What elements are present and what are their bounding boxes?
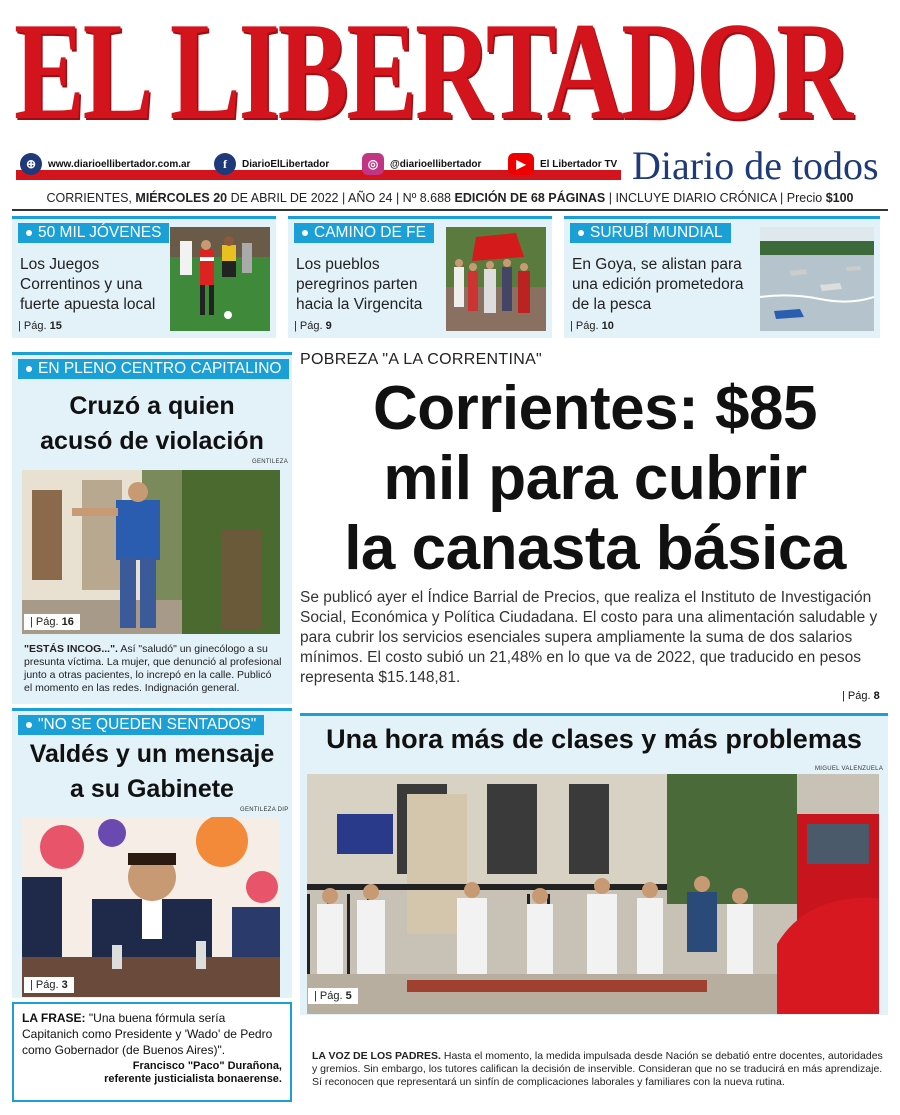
story-tag-text: EN PLENO CENTRO CAPITALINO bbox=[38, 360, 282, 377]
page-number: 9 bbox=[325, 320, 332, 332]
page-number: 3 bbox=[61, 979, 68, 991]
facebook-link[interactable] bbox=[214, 153, 329, 175]
dateline bbox=[0, 191, 900, 205]
dateline-day: MIÉRCOLES 20 bbox=[135, 191, 228, 205]
dateline-edition: EDICIÓN DE 68 PÁGINAS bbox=[454, 191, 606, 205]
instagram-link[interactable] bbox=[362, 153, 481, 175]
story-tag-text: "NO SE QUEDEN SENTADOS" bbox=[38, 716, 257, 733]
photo-credit: GENTILEZA DIP bbox=[240, 807, 289, 813]
youtube-text: El Libertador TV bbox=[540, 158, 618, 170]
story-page bbox=[24, 614, 80, 630]
slogan: Diario de todos bbox=[632, 143, 879, 188]
page-label: | Pág. bbox=[294, 320, 323, 332]
story-headline-line1[interactable]: Cruzó a quien bbox=[69, 392, 235, 420]
story-tag bbox=[18, 359, 289, 379]
doctor-street-photo[interactable] bbox=[22, 470, 280, 634]
page-label: | Pág. bbox=[30, 616, 59, 628]
instagram-text: @diarioellibertador bbox=[390, 158, 482, 170]
dateline-price: $100 bbox=[825, 191, 854, 205]
main-headline[interactable] bbox=[300, 374, 890, 584]
caption-lead: "ESTÁS INCOG...". bbox=[24, 643, 118, 655]
page-number: 15 bbox=[49, 320, 62, 332]
bullet-icon bbox=[578, 230, 584, 236]
story-cruzo bbox=[12, 352, 292, 704]
frase-role: referente justicialista bonaerense. bbox=[104, 1073, 282, 1085]
story-headline-line1[interactable]: Valdés y un mensaje bbox=[29, 740, 275, 768]
divider bbox=[12, 209, 888, 211]
dateline-city: CORRIENTES, bbox=[46, 191, 132, 205]
story-headline-line2[interactable]: acusó de violación bbox=[40, 427, 264, 455]
website-link[interactable] bbox=[20, 153, 190, 175]
teaser-page bbox=[570, 320, 614, 332]
page-number: 16 bbox=[61, 616, 74, 628]
story-headline-line2[interactable]: a su Gabinete bbox=[70, 775, 234, 803]
page-number: 5 bbox=[345, 990, 352, 1002]
frase-label: LA FRASE: bbox=[22, 1011, 86, 1025]
pilgrims-photo[interactable] bbox=[446, 227, 546, 331]
teaser-tag bbox=[570, 223, 731, 243]
page-number: 10 bbox=[601, 320, 614, 332]
main-headline-line2: mil para cubrir bbox=[383, 444, 807, 513]
photo-credit: GENTILEZA bbox=[252, 459, 289, 465]
newspaper-logo[interactable]: EL LIBERTADOR bbox=[14, 0, 851, 149]
bullet-icon bbox=[302, 230, 308, 236]
caption-lead: LA VOZ DE LOS PADRES. bbox=[312, 1050, 441, 1062]
teaser-tag bbox=[18, 223, 169, 243]
story-page bbox=[308, 988, 358, 1004]
globe-icon: ⊕ bbox=[20, 153, 42, 175]
frase-author: Francisco "Paco" Durañona, bbox=[132, 1060, 282, 1072]
main-kicker: POBREZA "A LA CORRENTINA" bbox=[300, 351, 543, 368]
valdes-photo[interactable] bbox=[22, 817, 280, 997]
website-text: www.diarioellibertador.com.ar bbox=[48, 158, 191, 170]
frase-quote bbox=[22, 1010, 282, 1058]
bullet-icon bbox=[26, 230, 32, 236]
page-label: | Pág. bbox=[842, 690, 871, 702]
page-label: | Pág. bbox=[314, 990, 343, 1002]
facebook-text: DiarioElLibertador bbox=[242, 158, 330, 170]
caption-text: Hasta el momento, la medida impulsada desde Nación se debatió entre docentes, autoridades y gremios. Sin embargo, los tutores califican la decisión de inservible. Consideran que no se traducirá en más aprendizaje. Sí reconocen que representará un sinfín de complicaciones laborales y familiares con la nueva rutina. bbox=[312, 1050, 883, 1088]
page-label: | Pág. bbox=[30, 979, 59, 991]
teaser-tag-text: CAMINO DE FE bbox=[314, 224, 426, 241]
main-page bbox=[842, 690, 880, 702]
photo-credit: MIGUEL VALENZUELA bbox=[815, 766, 884, 772]
facebook-icon: f bbox=[214, 153, 236, 175]
teaser-text: En Goya, se alistan para una edición prometedora de la pesca bbox=[572, 256, 744, 313]
frase-quote-text: "Una buena fórmula sería Capitanich como Presidente y 'Wado' de Pedro como Gobernador (de Buenos Aires)". bbox=[22, 1011, 273, 1057]
teaser-tag-text: 50 MIL JÓVENES bbox=[38, 224, 162, 241]
dateline-includes: | INCLUYE DIARIO CRÓNICA | Precio bbox=[608, 191, 823, 205]
fishing-boats-photo[interactable] bbox=[760, 227, 874, 331]
page-number: 8 bbox=[873, 690, 880, 702]
masthead bbox=[0, 0, 900, 215]
teaser-fe[interactable] bbox=[288, 216, 552, 338]
teaser-jovenes[interactable] bbox=[12, 216, 276, 338]
story-tag bbox=[18, 715, 264, 735]
page-label: | Pág. bbox=[570, 320, 599, 332]
instagram-icon: ◎ bbox=[362, 153, 384, 175]
story-caption bbox=[312, 1050, 886, 1089]
teaser-tag bbox=[294, 223, 434, 243]
story-clases bbox=[300, 713, 888, 1015]
main-dek: Se publicó ayer el Índice Barrial de Precios, que realiza el Instituto de Investigación Social, Económica y Política Ciudadana. El costo para una alimentación saludable y para cubrir los servicios esenciales supera ampliamente la suma de dos salarios mínimos. El costo subió un 21,48% en lo que va de 2022, que traducido en pesos representa $15.148,81. bbox=[300, 589, 878, 686]
main-headline-line1: Corrientes: $85 bbox=[373, 374, 817, 443]
story-page bbox=[24, 977, 74, 993]
main-headline-line3: la canasta básica bbox=[344, 514, 846, 583]
teaser-page bbox=[18, 320, 62, 332]
bullet-icon bbox=[26, 722, 32, 728]
dateline-info: DE ABRIL DE 2022 | AÑO 24 | Nº 8.688 bbox=[230, 191, 452, 205]
la-frase-box bbox=[12, 1002, 292, 1102]
teaser-tag-text: SURUBÍ MUNDIAL bbox=[590, 224, 723, 241]
story-valdes bbox=[12, 708, 292, 998]
caption-text: Así "saludó" un ginecólogo a su presunta víctima. La mujer, que denunció al profesional junto a otras pacientes, lo increpó en la calle. Publicó el momento en las redes. Indignación general. bbox=[24, 643, 282, 694]
bullet-icon bbox=[26, 366, 32, 372]
teaser-page bbox=[294, 320, 332, 332]
teaser-surubi[interactable] bbox=[564, 216, 880, 338]
youtube-link[interactable] bbox=[508, 153, 617, 175]
teaser-text: Los pueblos peregrinos parten hacia la Virgencita bbox=[296, 256, 423, 313]
story-headline[interactable]: Una hora más de clases y más problemas bbox=[326, 724, 862, 754]
page-label: | Pág. bbox=[18, 320, 47, 332]
students-school-photo[interactable] bbox=[307, 774, 879, 1014]
youtube-icon: ▶ bbox=[508, 153, 534, 175]
soccer-photo[interactable] bbox=[170, 227, 270, 331]
story-caption bbox=[24, 643, 282, 695]
teaser-text: Los Juegos Correntinos y una fuerte apuesta local bbox=[20, 256, 156, 313]
